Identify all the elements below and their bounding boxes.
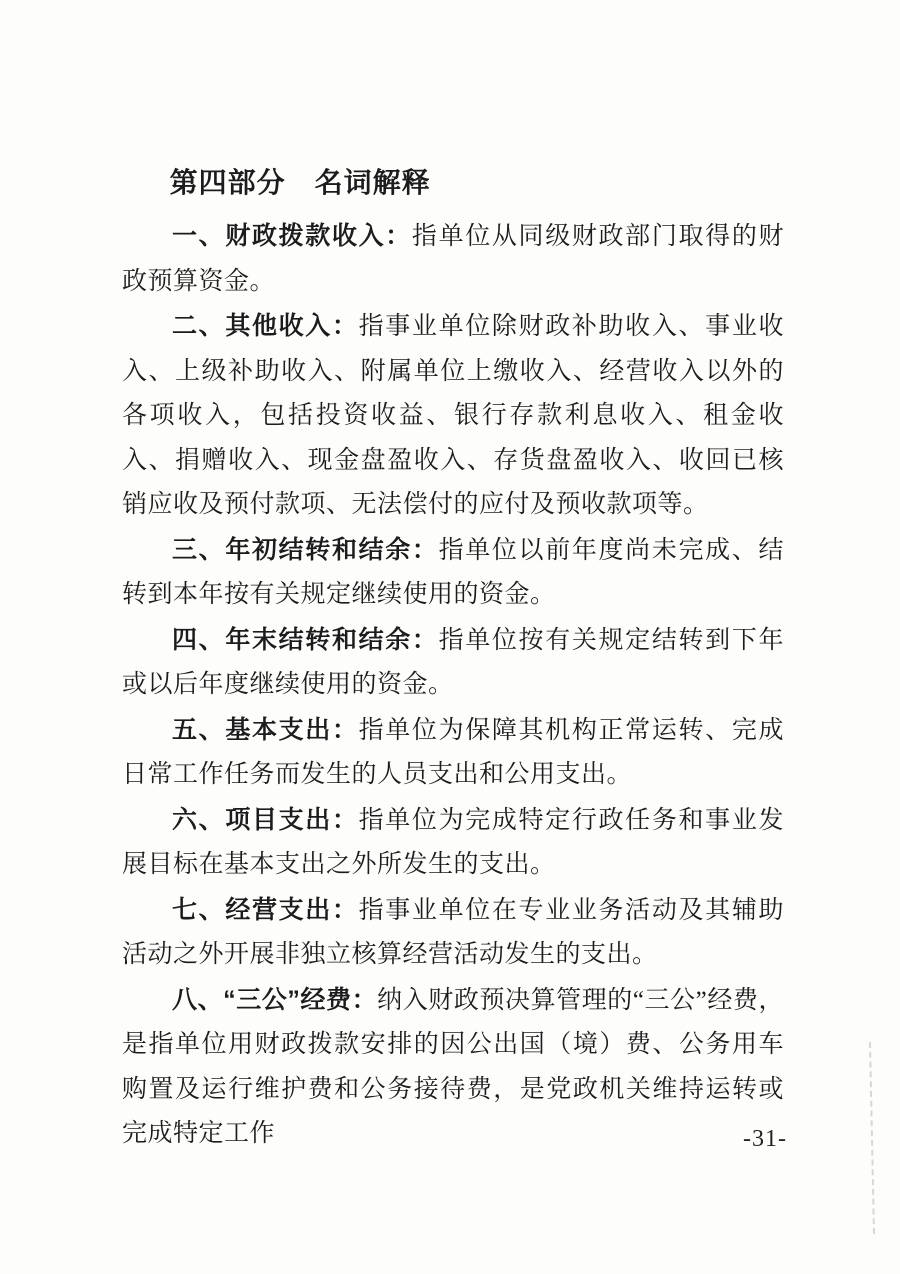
term-definition: 指事业单位在专业业务活动及其辅助活动之外开展非独立核算经营活动发生的支出。: [122, 896, 784, 968]
term-label: 八、“三公”经费：: [172, 985, 378, 1014]
term-paragraph: [122, 978, 784, 1157]
scan-artifact-dashed-line: [869, 1042, 875, 1234]
term-definition: 指单位从同级财政部门取得的财政预算资金。: [122, 223, 784, 295]
term-paragraph: [122, 618, 784, 708]
section-heading: 第四部分 名词解释: [169, 167, 431, 198]
term-label: 六、项目支出：: [172, 805, 359, 834]
term-paragraph: [122, 214, 784, 304]
term-label: 五、基本支出：: [172, 715, 359, 744]
term-paragraph: [122, 888, 784, 978]
term-paragraph: [122, 798, 784, 888]
term-definition: 指单位为完成特定行政任务和事业发展目标在基本支出之外所发生的支出。: [122, 806, 784, 878]
term-definition: 指事业单位除财政补助收入、事业收入、上级补助收入、附属单位上缴收入、经营收入以外的各项收入，包括投资收益、银行存款利息收入、租金收入、捐赠收入、现金盘盈收入、存货盘盈收入、收回已核销应收及预付款项、无法偿付的应付及预收款项等。: [122, 313, 784, 518]
term-label: 三、年初结转和结余：: [172, 535, 439, 564]
term-paragraph: [122, 528, 784, 618]
term-paragraph: [122, 708, 784, 798]
document-body: [122, 166, 784, 1157]
term-definition: 指单位按有关规定结转到下年或以后年度继续使用的资金。: [122, 626, 784, 698]
term-label: 七、经营支出：: [172, 895, 359, 924]
term-paragraph: [122, 304, 784, 528]
term-label: 二、其他收入：: [172, 312, 359, 340]
term-label: 四、年末结转和结余：: [172, 625, 439, 654]
term-label: 一、财政拨款收入：: [172, 222, 412, 250]
term-definition: 指单位以前年度尚未完成、结转到本年按有关规定继续使用的资金。: [122, 536, 784, 608]
term-definition: 纳入财政预决算管理的“三公”经费，是指单位用财政拨款安排的因公出国（境）费、公务用车购置及运行维护费和公务接待费，是党政机关维持运转或完成特定工作: [122, 986, 784, 1147]
term-definition: 指单位为保障其机构正常运转、完成日常工作任务而发生的人员支出和公用支出。: [122, 716, 784, 788]
page-number: -31-: [743, 1126, 787, 1152]
